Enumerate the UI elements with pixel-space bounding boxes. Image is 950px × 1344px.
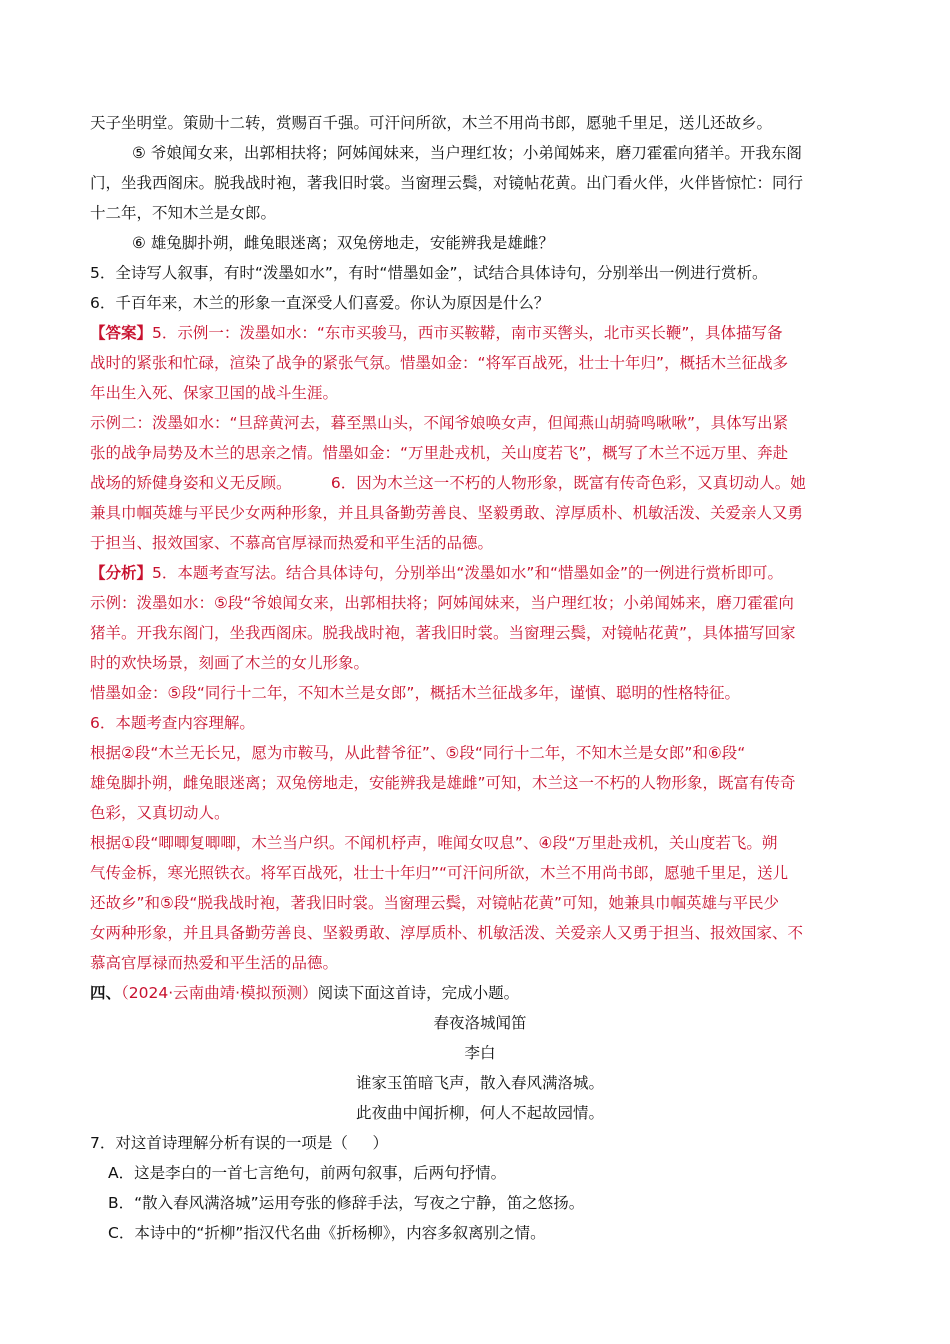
analysis-line: 时的欢快场景，刻画了木兰的女儿形象。 <box>90 654 370 672</box>
question-7: 7．对这首诗理解分析有误的一项是（ ） <box>90 1134 388 1152</box>
analysis-line: 6．本题考查内容理解。 <box>90 714 255 732</box>
answer-line: 兼具巾帼英雄与平民少女两种形象，并且具备勤劳善良、坚毅勇敢、淳厚质朴、机敏活泼、关爱亲人又勇 <box>90 504 804 522</box>
analysis-line: 慕高官厚禄而热爱和平生活的品德。 <box>90 954 339 972</box>
answer-line: 示例二：泼墨如水：“旦辞黄河去，暮至黑山头，不闻爷娘唤女声，但闻燕山胡骑鸣啾啾”，具体写出紧 <box>90 414 789 432</box>
passage-paragraph-5: ⑤ 爷娘闻女来，出郭相扶将；阿姊闻妹来，当户理红妆；小弟闻姊来，磨刀霍霍向猪羊。开我东阁 <box>132 144 802 162</box>
analysis-line <box>90 558 870 588</box>
passage-line: 门，坐我西阁床。脱我战时袍，著我旧时裳。当窗理云鬓，对镜帖花黄。出门看火伴，火伴皆惊忙：同行 <box>90 174 804 192</box>
analysis-line: 猪羊。开我东阁门，坐我西阁床。脱我战时袍，著我旧时裳。当窗理云鬓，对镜帖花黄”，具体描写回家 <box>90 624 796 642</box>
section-instruction: 阅读下面这首诗，完成小题。 <box>317 984 520 1002</box>
option-c: C．本诗中的“折柳”指汉代名曲《折杨柳》，内容多叙离别之情。 <box>108 1224 546 1242</box>
passage-line: 天子坐明堂。策勋十二转，赏赐百千强。可汗问所欲，木兰不用尚书郎，愿驰千里足，送儿还故乡。 <box>90 114 773 132</box>
answer-line <box>90 318 870 348</box>
question-6: 6．千百年来，木兰的形象一直深受人们喜爱。你认为原因是什么？ <box>90 294 550 312</box>
answer-line: 年出生入死、保家卫国的战斗生涯。 <box>90 384 339 402</box>
analysis-line: 雄兔脚扑朔，雌兔眼迷离；双兔傍地走，安能辨我是雄雌”可知，木兰这一不朽的人物形象，既富有传奇 <box>90 774 796 792</box>
analysis-tag: 【分析】 <box>90 564 153 582</box>
answer-line: 于担当、报效国家、不慕高官厚禄而热爱和平生活的品德。 <box>90 534 494 552</box>
document-page <box>90 108 870 1248</box>
analysis-line: 女两种形象，并且具备勤劳善良、坚毅勇敢、淳厚质朴、机敏活泼、关爱亲人又勇于担当、报效国家、不 <box>90 924 804 942</box>
answer-line: 张的战争局势及木兰的思亲之情。惜墨如金：“万里赴戎机，关山度若飞”，概写了木兰不远万里、奔赴 <box>90 444 789 462</box>
passage-line: 十二年，不知木兰是女郎。 <box>90 204 277 222</box>
analysis-line: 惜墨如金：⑤段“同行十二年，不知木兰是女郎”，概括木兰征战多年，谨慎、聪明的性格特征。 <box>90 684 740 702</box>
analysis-line: 示例：泼墨如水：⑤段“爷娘闻女来，出郭相扶将；阿姊闻妹来，当户理红妆；小弟闻姊来，磨刀霍霍向 <box>90 594 794 612</box>
analysis-text: 5．本题考查写法。结合具体诗句，分别举出“泼墨如水”和“惜墨如金”的一例进行赏析即可。 <box>152 564 784 582</box>
answer-text: 5．示例一：泼墨如水：“东市买骏马，西市买鞍鞯，南市买辔头，北市买长鞭”，具体描写备 <box>152 324 783 342</box>
poem-line-2: 此夜曲中闻折柳，何人不起故园情。 <box>355 1104 604 1122</box>
section-source: （2024·云南曲靖·模拟预测） <box>121 984 318 1002</box>
analysis-line: 根据①段“唧唧复唧唧，木兰当户织。不闻机杼声，唯闻女叹息”、④段“万里赴戎机，关山度若飞。朔 <box>90 834 778 852</box>
section-4-heading <box>90 978 870 1008</box>
option-b: B．“散入春风满洛城”运用夸张的修辞手法，写夜之宁静，笛之悠扬。 <box>108 1194 585 1212</box>
section-number: 四、 <box>90 984 122 1002</box>
option-a: A．这是李白的一首七言绝句，前两句叙事，后两句抒情。 <box>108 1164 507 1182</box>
analysis-line: 气传金柝，寒光照铁衣。将军百战死，壮士十年归”“可汗问所欲，木兰不用尚书郎，愿驰千里足，送儿 <box>90 864 789 882</box>
analysis-line: 还故乡”和⑤段“脱我战时袍，著我旧时裳。当窗理云鬓，对镜帖花黄”可知，她兼具巾帼英雄与平民少 <box>90 894 779 912</box>
answer-line: 战场的矫健身姿和义无反顾。 6．因为木兰这一不朽的人物形象，既富有传奇色彩，又真切动人。她 <box>90 474 806 492</box>
poem-title: 春夜洛城闻笛 <box>433 1014 527 1032</box>
poem-line-1: 谁家玉笛暗飞声，散入春风满洛城。 <box>355 1074 604 1092</box>
poem-author: 李白 <box>464 1044 496 1062</box>
answer-tag: 【答案】 <box>90 324 153 342</box>
answer-line: 战时的紧张和忙碌，渲染了战争的紧张气氛。惜墨如金：“将军百战死，壮士十年归”，概括木兰征战多 <box>90 354 789 372</box>
analysis-line: 色彩，又真切动人。 <box>90 804 230 822</box>
passage-paragraph-6: ⑥ 雄兔脚扑朔，雌兔眼迷离；双兔傍地走，安能辨我是雄雌？ <box>132 234 554 252</box>
analysis-line: 根据②段“木兰无长兄，愿为市鞍马，从此替爷征”、⑤段“同行十二年，不知木兰是女郎”和⑥段“ <box>90 744 746 762</box>
question-5: 5．全诗写人叙事，有时“泼墨如水”，有时“惜墨如金”，试结合具体诗句，分别举出一例进行赏析。 <box>90 264 768 282</box>
